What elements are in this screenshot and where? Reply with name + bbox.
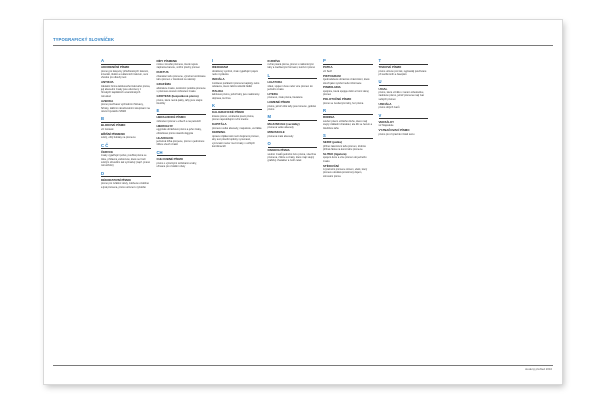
- glossary-term: RODINA: [323, 115, 335, 120]
- page-title: TYPOGRAFICKÝ SLOVNÍČEK: [53, 37, 115, 42]
- glossary-term: VERZÁLKY: [378, 119, 395, 124]
- section-letter: K: [212, 102, 216, 108]
- glossary-definition: písmo pro zvláštní účely, zdobené ozdobné a jiná písmena, písmo určené k výzdobě: [101, 182, 149, 189]
- glossary-term: BLOKOVÉ PÍSMO: [101, 123, 126, 128]
- section-letter: B: [101, 116, 105, 122]
- glossary-definition: písmo oblých tvarů: [378, 106, 400, 110]
- glossary-term: INICIÁLA: [212, 76, 225, 81]
- glossary-definition: písmeno velké abecedy, majuskule, verzálka: [212, 126, 262, 130]
- glossary-definition: ručně psaná písma, písmo s nakloněnými tahy a zaoblenými formami, kurzívní písmo: [267, 63, 316, 70]
- glossary-term: SLITEK (ligatura): [323, 151, 347, 156]
- section-letter: A: [101, 58, 105, 63]
- glossary-term: DÍRY PÍSMENE: [156, 58, 178, 63]
- glossary-definition: spojnice, která spojuje dolní a horní okraj písmen: [323, 90, 369, 97]
- section-letter: CH: [156, 149, 163, 155]
- glossary-term: UNCIÁLA: [378, 101, 392, 106]
- glossary-page: [44, 20, 562, 384]
- footer-rule: [53, 365, 553, 366]
- glossary-term: VYZNAČOVACÍ PÍSMO: [378, 128, 410, 133]
- glossary-definition: písmo, které nemá patky, tahy jsou stejné tloušťky: [156, 98, 203, 105]
- glossary-definition: zvětšené počáteční písmeno kapitoly nebo odstavce, které zabírá několik řádků: [212, 81, 260, 88]
- glossary-column: [157, 58, 207, 348]
- glossary-definition: zvýraznění písmene stínem, efekt, který písmenu dodává prostorový dojem, stínování písma: [323, 168, 368, 178]
- glossary-term: LOMENÉ PÍSMO: [267, 100, 290, 105]
- glossary-term: KERNING: [212, 130, 226, 135]
- section-letter: O: [267, 140, 271, 146]
- glossary-term: LITERA: [267, 91, 278, 96]
- glossary-definition: písmo používané východními Slovany, Srbsky, dalšími národnostními skupinami na území bývalého SSSR: [101, 103, 150, 113]
- glossary-definition: jednotná šířka písmene, písmo s jednotnou šířkou všech znaků: [156, 140, 205, 147]
- glossary-term: STÍNOVÁNÍ: [323, 163, 339, 168]
- glossary-term: TISKOVÉ PÍSMO: [378, 65, 402, 70]
- glossary-definition: soubor písem určitého druhu, které mají stejný základní charakter, ale liší se řezem a tloušťkou tahu: [323, 119, 373, 130]
- section-rule: [268, 120, 318, 121]
- glossary-term: CHLOUBNÉ PÍSMO: [156, 156, 183, 161]
- section-letter: I: [212, 58, 214, 63]
- section-letter: U: [378, 79, 382, 85]
- glossary-definition: zobrazení písma v erbech a na pečetích: [156, 119, 201, 123]
- glossary-term: MAJUSKULE (verzálky): [267, 121, 300, 126]
- glossary-column: [212, 58, 262, 348]
- glossary-definition: písmo, které vzniklo v raném středověku, zaoblené písmo, jehož písmena mají tvar velkých písmen: [378, 91, 425, 101]
- header-rule: [53, 45, 553, 46]
- glossary-definition: místa v kresbě písmene, která nejsou zaplněna barvou, vnitřní plochy písmen: [156, 63, 200, 70]
- section-rule: [379, 118, 429, 119]
- glossary-term: KALIGRAFICKÉ PÍSMO: [212, 110, 244, 115]
- glossary-definition: viz Grotesk: [101, 127, 114, 131]
- glossary-definition: písmo určené pro tisk, nejčastěji používané při sazbě knih a časopisů: [378, 69, 427, 77]
- glossary-definition: písmo, jehož oblé tahy jsou lomené, gotické písmo: [267, 104, 316, 112]
- glossary-term: KURZÍVA: [267, 58, 281, 63]
- glossary-term: HERALDICKÉ PÍSMO: [156, 115, 186, 120]
- glossary-term: GROTESK (bezpatkové písmo): [156, 93, 199, 98]
- glossary-term: PISMOLIJNA: [323, 85, 341, 90]
- section-letter: P: [323, 58, 326, 63]
- glossary-definition: latinkové písmo, jehož tahy jsou nakloněny doprava, kurzíva: [212, 93, 260, 100]
- glossary-definition: úprava vzdálenosti mezi dvojicemi písmen, aby text působil opticky vyrovnaně, vyrovnání mezer mezi znaky v určitých kombinacích: [212, 134, 260, 148]
- glossary-definition: písmo pro zvýraznění části textu: [378, 132, 415, 136]
- glossary-definition: zjednodušené obrazové znázornění, které slouží jako symbol nebo informace: [323, 78, 370, 85]
- glossary-definition: obrázkový symbol, znak vyjadřující pojem nebo myšlenku: [212, 69, 259, 77]
- glossary-definition: slitek, spojení dvou nebo více písmen do jednoho znaku: [267, 84, 313, 91]
- glossary-term: HLADOLICE: [156, 135, 174, 140]
- glossary-definition: příčné zakončení tahu písmen, drobná příčná čárka na konci tahu písmene: [323, 144, 366, 151]
- section-letter: L: [267, 72, 271, 78]
- glossary-columns: [101, 58, 546, 348]
- glossary-term: SERIF (patka): [323, 139, 342, 144]
- glossary-definition: spojení dvou a více písmen do jednoho znaku: [323, 156, 367, 163]
- glossary-definition: soubor znaků jednoho řezu písma, všechna písmena, číslice a znaky, které mají stejný grafický charakter a tvoří celek: [267, 152, 316, 163]
- glossary-definition: viz Serif: [323, 69, 332, 73]
- glossary-term: KAPITÁLA: [212, 121, 227, 126]
- glossary-term: OSNOVA PÍSMA: [267, 148, 290, 153]
- glossary-column: [101, 58, 151, 348]
- section-rule: [379, 85, 429, 86]
- glossary-term: AZBUKA: [101, 98, 114, 103]
- glossary-definition: písmeno, znak písma, literatura: [267, 96, 303, 100]
- section-letter: T: [378, 58, 382, 63]
- glossary-column: [323, 58, 373, 348]
- glossary-term: UCIAL: [378, 86, 388, 91]
- glossary-term: PIKTOGRAM: [323, 73, 341, 78]
- glossary-term: ITALIKA: [212, 88, 224, 93]
- glossary-term: PATKA: [323, 65, 333, 70]
- section-letter: C Č: [101, 142, 109, 148]
- section-letter: M: [267, 114, 271, 120]
- section-letter: E: [156, 108, 160, 114]
- glossary-term: DUKTUS: [156, 70, 169, 75]
- glossary-term: LIGATURA: [267, 79, 283, 84]
- glossary-definition: písmena malé abecedy: [267, 134, 294, 138]
- glossary-definition: písmo se zesílenými tahy, řez písma: [323, 101, 364, 105]
- glossary-term: BŘIŠNÍ PÍSMENO: [101, 131, 125, 136]
- section-letter: R: [323, 108, 327, 114]
- glossary-term: POLOTUČNÉ PÍSMO: [323, 97, 352, 102]
- glossary-definition: viz Majuskule: [378, 124, 394, 128]
- glossary-term: AKCIDENČNÍ PÍSMO: [101, 65, 130, 70]
- glossary-term: HIEROGLYF: [156, 123, 174, 128]
- glossary-definition: svislý, oblý bubáky na písmenu: [101, 136, 136, 140]
- section-letter: S: [323, 132, 326, 138]
- glossary-definition: písmo pro tiskoviny příležitostných tiskovin, inzerátů, titulků a reklamních tiskovin, není vhodné pro dlouhý text: [101, 69, 149, 80]
- glossary-term: MINUSKULE: [267, 130, 285, 135]
- page-footer: studený přehled 2010: [525, 367, 552, 371]
- glossary-definition: abstrakce znaku, konkrétní podoba písmene v písmové osnově zobrazení znaku: [156, 86, 206, 94]
- glossary-definition: písmena velké abecedy: [267, 126, 294, 130]
- section-letter: D: [101, 170, 105, 176]
- glossary-definition: písmo s výraznými ozdobami a tahy, užívané pro zvláštní účely: [156, 161, 197, 168]
- glossary-definition: egyptské obrázkové písmo a jeho znaky, obrázkové písmo starého Egypta: [156, 128, 202, 135]
- glossary-term: ČERVCE: [101, 149, 113, 154]
- glossary-column: [268, 58, 318, 348]
- glossary-term: IDEOGRAM: [212, 65, 228, 70]
- glossary-term: DÉKORATIVNÍ PÍSMO: [101, 177, 131, 182]
- section-letter: V: [378, 112, 382, 118]
- glossary-term: ANTIKVA: [101, 80, 114, 85]
- glossary-definition: základní forma latinkového tiskového písma, její abecední znaky jsou odvozeny z římských kapitálních a karolínských minuskul: [101, 84, 151, 98]
- glossary-term: GRAFÉMA: [156, 82, 172, 87]
- glossary-definition: znaky vyjadřující počet, použitá písma ve tisku, přídavné vodorovné, které se hodí svislým obvodům tak vyznačují (např. jméno mimotřídní): [101, 154, 151, 168]
- glossary-definition: krásné písmo, umělecké psaní písma, písmo napodobující ruční kresbu: [212, 114, 255, 122]
- glossary-definition: charakter tahu písmene, výrazné kombinace tahu písmen v závislosti na nástroji: [156, 74, 206, 82]
- glossary-column: [379, 58, 429, 348]
